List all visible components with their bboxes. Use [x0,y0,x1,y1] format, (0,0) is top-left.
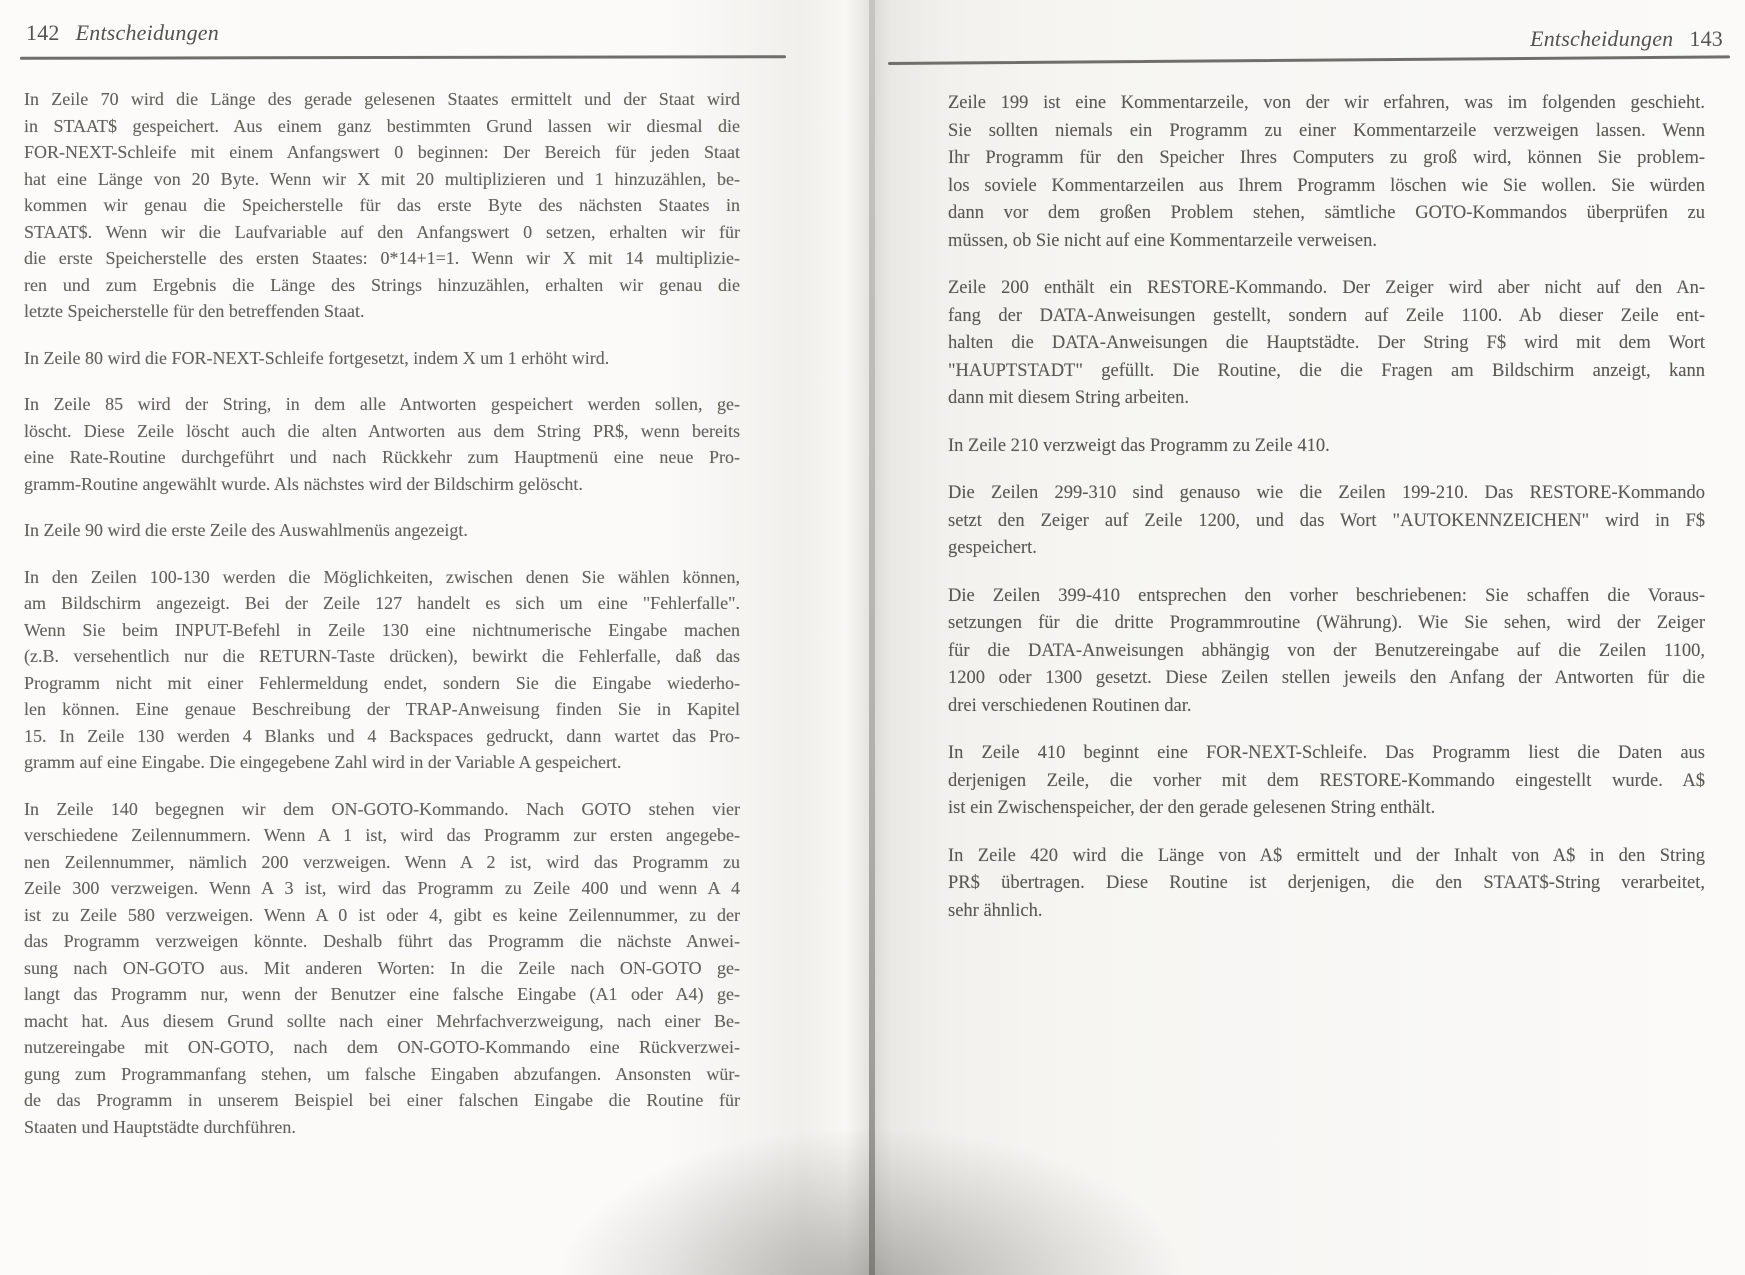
text-line: 1200 oder 1300 gesetzt. Diese Zeilen stellen jeweils den Anfang der Antworten für die [948,668,1705,688]
text-line: de das Programm in unserem Beispiel bei einer falschen Eingabe die Routine für [24,1090,740,1110]
text-line: In Zeile 410 beginnt eine FOR-NEXT-Schleife. Das Programm liest die Daten aus [948,743,1705,763]
text-line: sung nach ON-GOTO aus. Mit anderen Worten: In die Zeile nach ON-GOTO ge- [24,957,740,978]
text-line: setzungen für die dritte Programmroutine (Währung). Wie Sie sehen, wird der Zeiger [948,613,1705,633]
text-line: in STAAT$ gespeichert. Aus einem ganz bestimmten Grund lassen wir diesmal die [24,115,740,136]
text-line: Programm nicht mit einer Fehlermeldung endet, sondern Sie die Eingabe wiederho- [24,672,740,693]
text-line: In Zeile 210 verzweigt das Programm zu Zeile 410. [948,435,1330,456]
text-line: In Zeile 85 wird der String, in dem alle Antworten gespeichert werden sollen, ge- [24,394,740,414]
text-line: ren und zum Ergebnis die Länge des Strings hinzuzählen, erhalten wir genau die [24,274,740,295]
running-title-left: Entscheidungen [75,20,219,45]
text-line: In Zeile 70 wird die Länge des gerade gelesenen Staates ermittelt und der Staat wird [24,89,740,109]
text-line: die erste Speicherstelle des ersten Staates: 0*14+1=1. Wenn wir X mit 14 multiplizie- [24,248,740,268]
text-line: In den Zeilen 100-130 werden die Möglichkeiten, zwischen denen Sie wählen können, [24,566,740,587]
text-line: dann vor dem großen Problem stehen, sämtliche GOTO-Kommandos überprüfen zu [948,203,1705,223]
paragraph [948,480,1705,563]
paragraph [948,843,1705,926]
text-line: 15. In Zeile 130 werden 4 Blanks und 4 Backspaces gedruckt, dann wartet das Pro- [24,725,740,746]
text-line: "HAUPTSTADT" gefüllt. Die Routine, die die Fragen am Bildschirm anzeigt, kann [948,360,1705,381]
text-line: Ihr Programm für den Speicher Ihres Computers zu groß wird, können Sie problem- [948,148,1705,168]
text-line: setzt den Zeiger auf Zeile 1200, und das Wort "AUTOKENNZEICHEN" wird in F$ [948,510,1705,531]
text-line: eine Rate-Routine durchgeführt und nach Rückkehr zum Hauptmenü eine neue Pro- [24,447,740,467]
text-line: Die Zeilen 399-410 entsprechen den vorher beschriebenen: Sie schaffen die Voraus- [948,585,1705,606]
paragraph [948,740,1705,823]
text-line: das Programm verzweigen könnte. Deshalb führt das Programm die nächste Anwei- [24,931,740,951]
text-line: (z.B. versehentlich nur die RETURN-Taste drücken), bewirkt die Fehlerfalle, daß das [24,646,740,666]
text-line: gung zum Programmanfang stehen, um falsche Eingaben abzufangen. Ansonsten wür- [24,1063,740,1084]
text-line: fang der DATA-Anweisungen gestellt, sondern auf Zeile 1100. Ab dieser Zeile ent- [948,305,1705,326]
text-line: löscht. Diese Zeile löscht auch die alten Antworten aus dem String PR$, wenn bereits [24,420,740,441]
text-line: halten die DATA-Anweisungen die Hauptstädte. Der String F$ wird mit dem Wort [948,333,1705,353]
running-header-right [1530,26,1723,52]
text-line: Zeile 300 verzweigen. Wenn A 3 ist, wird das Programm zu Zeile 400 und wenn A 4 [24,878,740,898]
paragraph [948,433,1705,461]
paragraph [948,275,1705,413]
running-title-right: Entscheidungen [1530,26,1674,51]
text-line: In Zeile 140 begegnen wir dem ON-GOTO-Kommando. Nach GOTO stehen vier [24,798,740,819]
text-line: gramm auf eine Eingabe. Die eingegebene Zahl wird in der Variable A gespeichert. [24,752,622,772]
paragraph [24,517,740,544]
text-line: dann mit diesem String arbeiten. [948,388,1189,408]
text-line: PR$ übertragen. Diese Routine ist derjenigen, die den STAAT$-String verarbeitet, [948,873,1705,893]
paragraph [24,345,740,372]
text-line: derjenigen Zeile, die vorher mit dem RESTORE-Kommando eingestellt wurde. A$ [948,770,1705,791]
text-line: In Zeile 420 wird die Länge von A$ ermittelt und der Inhalt von A$ in den String [948,845,1705,866]
paragraph [24,796,740,1141]
text-line: langt das Programm nur, wenn der Benutzer eine falsche Eingabe (A1 oder A4) ge- [24,984,740,1004]
paragraph [948,583,1705,721]
text-line: len können. Eine genaue Beschreibung der TRAP-Anweisung finden Sie in Kapitel [24,699,740,719]
body-text-right [948,90,1705,945]
text-line: Zeile 199 ist eine Kommentarzeile, von der wir erfahren, was im folgenden geschieht. [948,93,1705,113]
text-line: nutzereingabe mit ON-GOTO, nach dem ON-GOTO-Kommando eine Rückverzwei- [24,1037,740,1057]
text-line: ist ein Zwischenspeicher, der den gerade gelesenen String enthält. [948,798,1436,818]
paragraph [24,391,740,497]
text-line: für die DATA-Anweisungen abhängig von der Benutzereingabe auf die Zeilen 1100, [948,640,1705,661]
text-line: verschiedene Zeilennummern. Wenn A 1 ist, wird das Programm zur ersten angegebe- [24,825,740,845]
text-line: ist zu Zeile 580 verzweigen. Wenn A 0 ist oder 4, gibt es keine Zeilennummer, zu der [24,904,740,925]
text-line: STAAT$. Wenn wir die Laufvariable auf den Anfangswert 0 setzen, erhalten wir für [24,221,740,242]
paragraph [24,86,740,325]
paragraph [948,90,1705,255]
text-line: letzte Speicherstelle für den betreffenden Staat. [24,301,365,321]
page-number-left: 142 [26,20,60,45]
text-line: nen Zeilennummer, nämlich 200 verzweigen. Wenn A 2 ist, wird das Programm zu [24,851,740,872]
text-line: sehr ähnlich. [948,900,1043,921]
text-line: Staaten und Hauptstädte durchführen. [24,1116,296,1137]
text-line: Die Zeilen 299-310 sind genauso wie die Zeilen 199-210. Das RESTORE-Kommando [948,483,1705,503]
text-line: am Bildschirm angezeigt. Bei der Zeile 127 handelt es sich um eine "Fehlerfalle". [24,593,740,613]
text-line: müssen, ob Sie nicht auf eine Kommentarzeile verweisen. [948,230,1377,251]
text-line: FOR-NEXT-Schleife mit einem Anfangswert 0 beginnen: Der Bereich für jeden Staat [24,142,740,162]
text-line: kommen wir genau die Speicherstelle für das erste Byte des nächsten Staates in [24,195,740,215]
text-line: drei verschiedenen Routinen dar. [948,695,1192,716]
text-line: gramm-Routine angewählt wurde. Als nächstes wird der Bildschirm gelöscht. [24,473,583,494]
text-line: hat eine Länge von 20 Byte. Wenn wir X mit 20 multiplizieren und 1 hinzuzählen, be- [24,168,740,189]
page-number-right: 143 [1689,26,1723,51]
text-line: los soviele Kommentarzeilen aus Ihrem Programm löschen wie Sie wollen. Sie würden [948,175,1705,196]
text-line: Zeile 200 enthält ein RESTORE-Kommando. Der Zeiger wird aber nicht auf den An- [948,278,1705,298]
running-header-left [26,20,219,46]
body-text-left [24,86,740,1160]
text-line: In Zeile 90 wird die erste Zeile des Auswahlmenüs angezeigt. [24,520,468,540]
text-line: Sie sollten niemals ein Programm zu einer Kommentarzeile verzweigen lassen. Wenn [948,120,1705,141]
text-line: In Zeile 80 wird die FOR-NEXT-Schleife fortgesetzt, indem X um 1 erhöht wird. [24,347,610,368]
paragraph [24,564,740,776]
text-line: gespeichert. [948,538,1037,558]
text-line: Wenn Sie beim INPUT-Befehl in Zeile 130 eine nichtnumerische Eingabe machen [24,619,740,640]
text-line: macht hat. Aus diesem Grund sollte nach einer Mehrfachverzweigung, nach einer Be- [24,1010,740,1031]
